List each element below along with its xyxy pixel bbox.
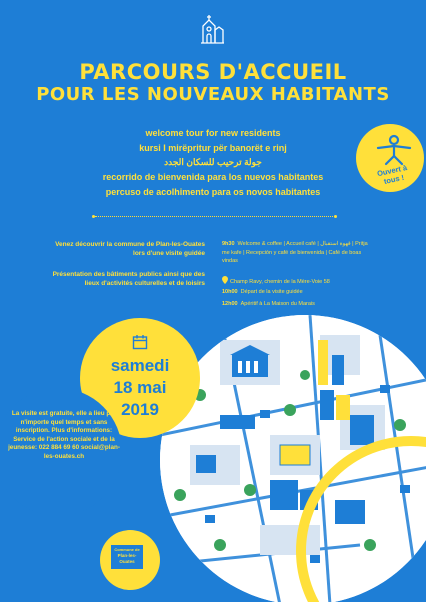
schedule-text: Départ de la visite guidée (240, 289, 303, 295)
schedule-item (222, 240, 372, 266)
translation-spanish: recorrido de bienvenida para los nuevos habitantes (102, 172, 324, 182)
info-text: La visite est gratuite, elle a lieu par n'importe quel temps et sans inscription. Plus d'informations: Service de l'action sociale et de la jeunesse: 022 884 69 60 social@plan-les-ouates.ch (8, 410, 120, 460)
schedule-text: Apéritif à La Maison du Marais (240, 301, 315, 307)
church-icon (199, 14, 225, 44)
schedule-time: 12h00 (222, 301, 238, 307)
commune-logo (111, 545, 143, 569)
translation-portuguese: percuso de acolhimento para os novos habitantes (105, 187, 321, 197)
title-line2: POUR LES NOUVEAUX HABITANTS (36, 84, 390, 105)
location-pin-icon (222, 276, 228, 284)
badge-label: Ouvert à tous ! (376, 163, 408, 186)
schedule-text: Welcome & coffee | Accueil café | قهوة استقبال | Pritja me kafe | Recepción y café de bienvenida | Café de boas vindas (222, 241, 368, 264)
schedule-time: 10h00 (222, 289, 238, 295)
location-text: Champ Ravy, chemin de la Mère-Voie 58 (230, 279, 330, 285)
people-icon (374, 134, 414, 166)
logo-line2: Plan-les-Ouates (117, 553, 137, 564)
logo-line1: Commune de (114, 547, 140, 552)
date-day: samedi (110, 356, 170, 375)
date-date: 18 mai (113, 378, 167, 397)
schedule-item (222, 300, 372, 309)
translation-arabic: جولة ترحيب للسكان الجدد (164, 157, 262, 167)
date-year: 2019 (121, 400, 159, 419)
intro-presentation: Présentation des bâtiments publics ainsi que des lieux d'activités culturelles et de loisirs (52, 271, 205, 287)
schedule-item (222, 288, 372, 297)
translation-albanian: kursi I mirëpritur për banorët e rinj (139, 143, 287, 153)
intro-visit: Venez découvrir la commune de Plan-les-Ouates lors d'une visite guidée (55, 241, 205, 257)
title-line1: PARCOURS D'ACCUEIL (79, 60, 347, 84)
divider (95, 216, 335, 217)
schedule-location (222, 276, 372, 287)
divider-dot-right (334, 215, 337, 218)
divider-dot-left (92, 215, 95, 218)
calendar-icon (132, 334, 148, 350)
schedule-time: 9h30 (222, 241, 235, 247)
translation-english: welcome tour for new residents (145, 128, 281, 138)
